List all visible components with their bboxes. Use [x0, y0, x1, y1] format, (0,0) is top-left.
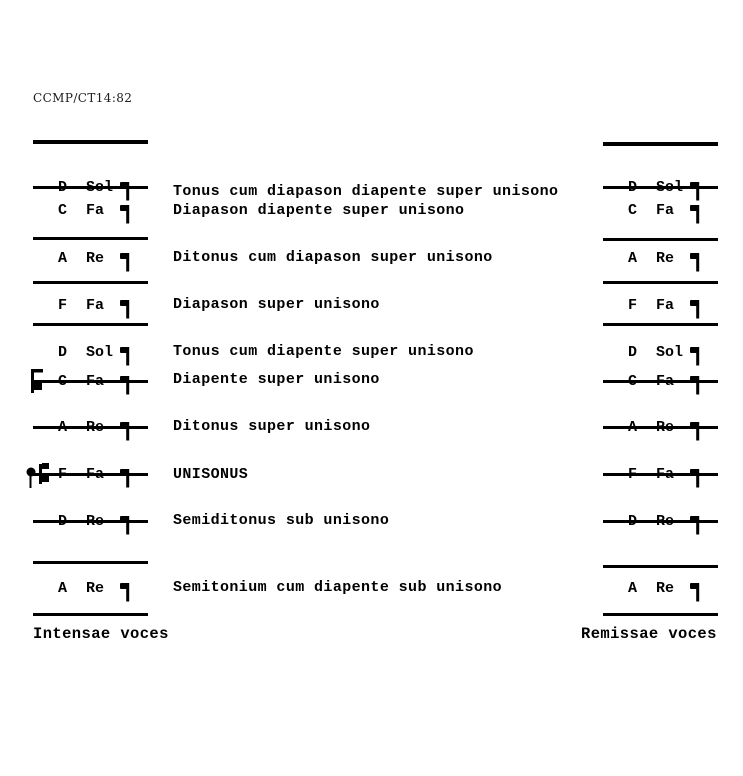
rest-icon: [120, 376, 131, 395]
staff-line: [33, 281, 148, 284]
right-staff-column: [603, 0, 718, 776]
note-row: [603, 370, 718, 394]
staff-line: [33, 140, 148, 144]
note-row: [33, 247, 148, 271]
note-row: [603, 294, 718, 318]
catalog-number: CCMP/CT14:82: [33, 91, 133, 105]
right-column-caption: Remissae voces: [581, 625, 717, 643]
staff-line: [33, 237, 148, 240]
rest-icon: [690, 253, 701, 272]
staff-line: [33, 613, 148, 616]
interval-label: Tonus cum diapente super unisono: [173, 343, 474, 360]
rest-icon: [120, 347, 131, 366]
note-row: [33, 370, 148, 394]
c-clef-icon: [30, 369, 46, 396]
note-letter: F: [58, 466, 68, 483]
note-row: [603, 463, 718, 487]
note-letter: A: [58, 580, 68, 597]
note-letter: D: [58, 179, 68, 196]
rest-icon: [690, 300, 701, 319]
rest-icon: [120, 516, 131, 535]
note-syllable: Fa: [86, 297, 105, 314]
note-syllable: Fa: [86, 466, 105, 483]
note-row: [603, 416, 718, 440]
rest-icon: [690, 205, 701, 224]
note-syllable: Fa: [656, 373, 675, 390]
f-clef-icon: [26, 460, 54, 490]
staff-line: [603, 281, 718, 284]
note-syllable: Fa: [656, 297, 675, 314]
note-row: [33, 416, 148, 440]
note-syllable: Re: [656, 250, 675, 267]
interval-label: Diapason diapente super unisono: [173, 202, 465, 219]
rest-icon: [120, 422, 131, 441]
note-syllable: Sol: [86, 179, 114, 196]
interval-label: Tonus cum diapason diapente super unisono: [173, 183, 559, 200]
staff-line: [603, 323, 718, 326]
note-letter: C: [628, 373, 638, 390]
note-syllable: Re: [86, 513, 105, 530]
note-letter: C: [58, 373, 68, 390]
note-syllable: Sol: [656, 179, 684, 196]
note-syllable: Fa: [656, 202, 675, 219]
rest-icon: [120, 583, 131, 602]
interval-label: UNISONUS: [173, 466, 249, 483]
note-letter: F: [628, 466, 638, 483]
note-syllable: Re: [86, 250, 105, 267]
note-row: [33, 577, 148, 601]
note-letter: D: [628, 179, 638, 196]
note-letter: C: [628, 202, 638, 219]
note-row: [603, 577, 718, 601]
note-row: [603, 199, 718, 223]
rest-icon: [690, 347, 701, 366]
note-letter: D: [628, 513, 638, 530]
note-letter: F: [58, 297, 68, 314]
note-letter: F: [628, 297, 638, 314]
note-row: [33, 176, 148, 200]
staff-line: [603, 613, 718, 616]
note-letter: D: [58, 513, 68, 530]
note-letter: A: [628, 419, 638, 436]
note-letter: C: [58, 202, 68, 219]
rest-icon: [690, 516, 701, 535]
note-syllable: Fa: [656, 466, 675, 483]
staff-line: [603, 238, 718, 241]
note-syllable: Re: [656, 580, 675, 597]
note-syllable: Fa: [86, 373, 105, 390]
rest-icon: [120, 300, 131, 319]
note-row: [33, 510, 148, 534]
staff-line: [33, 561, 148, 564]
note-row: [603, 341, 718, 365]
note-row: [33, 199, 148, 223]
rest-icon: [120, 205, 131, 224]
left-column-caption: Intensae voces: [33, 625, 169, 643]
interval-label: Ditonus cum diapason super unisono: [173, 249, 493, 266]
note-letter: D: [58, 344, 68, 361]
note-row: [603, 247, 718, 271]
note-syllable: Sol: [86, 344, 114, 361]
staff-line: [33, 323, 148, 326]
rest-icon: [120, 253, 131, 272]
rest-icon: [690, 376, 701, 395]
staff-line: [603, 565, 718, 568]
note-row: [33, 463, 148, 487]
note-row: [33, 294, 148, 318]
note-letter: A: [58, 250, 68, 267]
note-syllable: Re: [86, 419, 105, 436]
note-letter: A: [628, 250, 638, 267]
note-syllable: Re: [656, 419, 675, 436]
note-syllable: Sol: [656, 344, 684, 361]
interval-label: Semitonium cum diapente sub unisono: [173, 579, 503, 596]
rest-icon: [690, 422, 701, 441]
rest-icon: [690, 469, 701, 488]
interval-label: Ditonus super unisono: [173, 418, 371, 435]
note-syllable: Re: [656, 513, 675, 530]
staff-line: [603, 142, 718, 146]
note-row: [603, 510, 718, 534]
note-syllable: Re: [86, 580, 105, 597]
left-staff-column: [33, 0, 148, 776]
interval-label: Diapason super unisono: [173, 296, 380, 313]
note-syllable: Fa: [86, 202, 105, 219]
interval-label: Semiditonus sub unisono: [173, 512, 390, 529]
rest-icon: [120, 469, 131, 488]
rest-icon: [690, 583, 701, 602]
note-letter: A: [628, 580, 638, 597]
note-row: [33, 341, 148, 365]
note-row: [603, 176, 718, 200]
interval-label: Diapente super unisono: [173, 371, 380, 388]
note-letter: A: [58, 419, 68, 436]
note-letter: D: [628, 344, 638, 361]
